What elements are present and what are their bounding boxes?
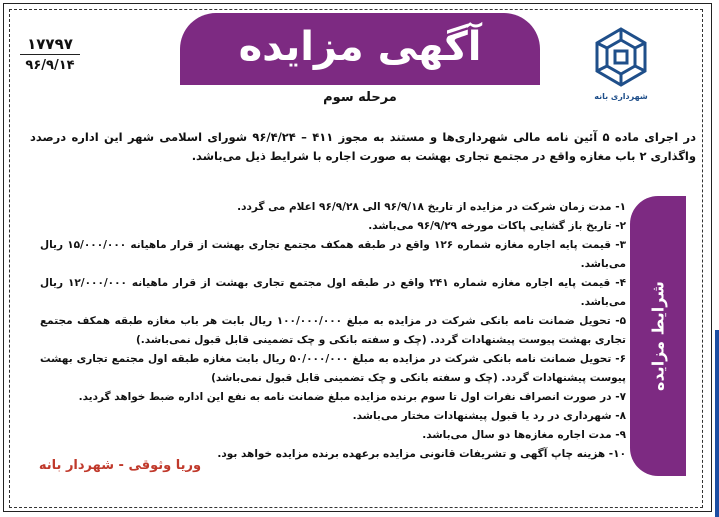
side-tab <box>630 196 686 476</box>
list-item: ۹- مدت اجاره مغازه‌ها دو سال می‌باشد. <box>422 429 626 441</box>
reference-number: ۱۷۷۹۷ <box>20 34 80 55</box>
list-item: ۵- تحویل ضمانت نامه بانکی شرکت در مزایده به مبلغ ۱۰۰/۰۰۰/۰۰۰ ریال بابت هر باب مغازه طبقه همکف مجتمع تجاری بهشت پیوست پیشنهادات گردد. (چک و سفته بانکی و چک تضمینی قابل قبول نمی‌باشد.) <box>40 315 627 346</box>
list-item: ۳- قیمت پایه اجاره مغازه شماره ۱۲۶ واقع در طبقه همکف مجتمع تجاری بهشت از قرار ماهیانه ۱۵/۰۰۰/۰۰۰ ریال می‌باشد. <box>40 239 627 270</box>
signature: وریا وثوقی - شهردار بانه <box>38 458 202 473</box>
list-item: ۸- شهرداری در رد یا قبول پیشنهادات مختار می‌باشد. <box>352 410 626 422</box>
logo-emblem-icon <box>592 26 650 88</box>
conditions-list <box>40 198 626 464</box>
list-item: ۴- قیمت پایه اجاره مغازه شماره ۲۴۱ واقع در طبقه اول مجتمع تجاری بهشت از قرار ماهیانه ۱۲/۰۰۰/۰۰۰ ریال می‌باشد. <box>40 277 626 308</box>
list-item: ۱۰- هزینه چاپ آگهی و تشریفات قانونی مزایده برعهده برنده مزایده خواهد بود. <box>217 448 626 460</box>
page-title: آگهی مزایده <box>180 13 540 85</box>
municipality-logo <box>590 26 652 106</box>
list-item: ۷- در صورت انصراف نفرات اول تا سوم برنده مزایده مبلغ ضمانت نامه به نفع این اداره ضبط خواهد گردید. <box>78 391 626 403</box>
reference-date: ۹۶/۹/۱۴ <box>25 58 75 73</box>
side-tab-label: شرایط مزایده <box>648 281 668 391</box>
list-item: ۶- تحویل ضمانت نامه بانکی شرکت در مزایده به مبلغ ۵۰/۰۰۰/۰۰۰ ریال بابت مغازه طبقه اول مجتمع تجاری بهشت پیوست پیشنهادات گردد. (چک و سفته بانکی و چک تضمینی قابل قبول نمی‌باشد) <box>40 353 626 384</box>
list-item: ۲- تاریخ باز گشایی پاکات مورخه ۹۶/۹/۲۹ می‌باشد. <box>368 220 626 232</box>
edge-bar <box>715 330 719 517</box>
list-item: ۱- مدت زمان شرکت در مزایده از تاریخ ۹۶/۹/۱۸ الی ۹۶/۹/۲۸ اعلام می گردد. <box>237 201 626 213</box>
logo-caption: شهرداری بانه <box>594 92 648 101</box>
reference-box <box>20 34 80 77</box>
intro-paragraph: در اجرای ماده ۵ آئین نامه مالی شهرداری‌ها و مستند به مجوز ۴۱۱ – ۹۶/۴/۲۴ شورای اسلامی شهر این اداره درصدد واگذاری ۲ باب مغازه واقع در مجتمع تجاری بهشت به صورت اجاره با شرایط ذیل می‌باشد. <box>30 130 697 163</box>
stage-label: مرحله سوم <box>323 90 397 105</box>
